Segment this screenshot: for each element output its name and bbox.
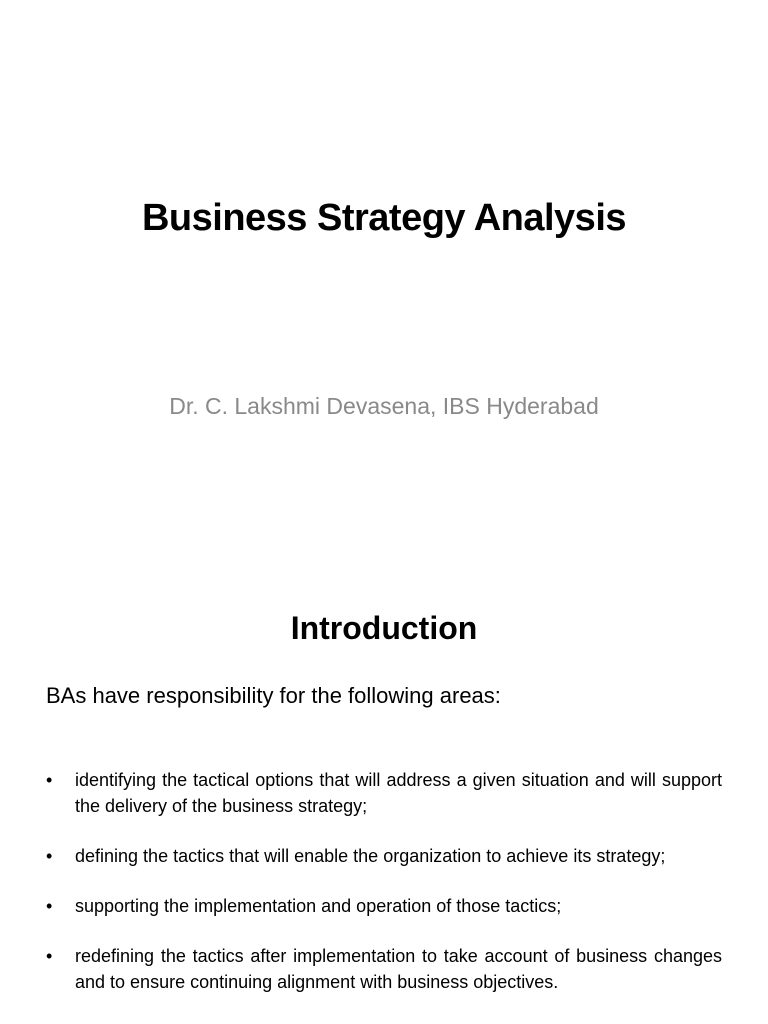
content-slide: [0, 576, 768, 1024]
bullet-text: identifying the tactical options that will address a given situation and will support the delivery of the business strategy;: [75, 770, 722, 816]
bullet-item: [46, 843, 722, 869]
bullet-text: redefining the tactics after implementation to take account of business changes and to ensure continuing alignment with business objectives.: [75, 946, 722, 992]
bullet-item: [46, 893, 722, 919]
bullet-item: [46, 943, 722, 995]
bullet-text: supporting the implementation and operation of those tactics;: [75, 896, 562, 916]
bullet-icon: •: [46, 946, 53, 966]
bullet-text: defining the tactics that will enable the organization to achieve its strategy;: [75, 846, 666, 866]
bullet-icon: •: [46, 770, 53, 790]
bullet-list: [46, 767, 722, 1019]
slide-title: Business Strategy Analysis: [141, 197, 627, 239]
bullet-icon: •: [46, 896, 53, 916]
lead-text: BAs have responsibility for the following areas:: [46, 683, 501, 708]
slide-heading: Introduction: [290, 610, 478, 646]
bullet-icon: •: [46, 846, 53, 866]
slide-subtitle: Dr. C. Lakshmi Devasena, IBS Hyderabad: [169, 393, 599, 419]
bullet-item: [46, 767, 722, 819]
